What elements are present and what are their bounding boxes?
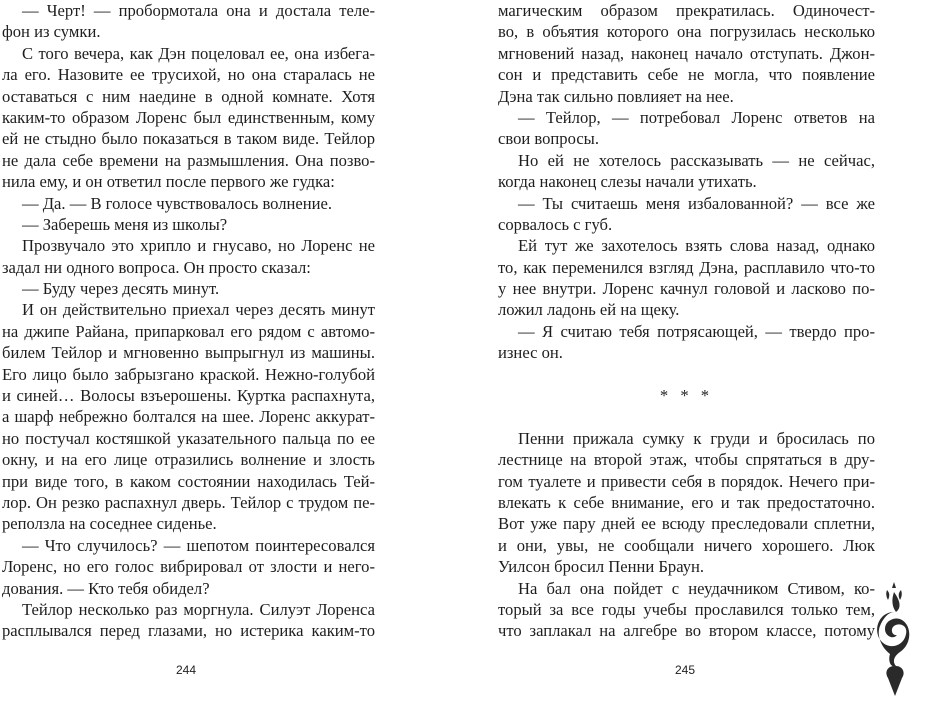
text-line: нила ему, и он ответил после первого же гудка:	[2, 172, 335, 192]
left-page-text	[2, 0, 375, 642]
text-line: С того вечера, как Дэн поцеловал ее, она избега-	[22, 43, 375, 63]
text-line: — Буду через десять минут.	[22, 279, 220, 299]
text-line: торый за все годы учебы прославился только тем,	[498, 599, 875, 619]
text-line: Пенни прижала сумку к груди и бросилась по	[518, 428, 875, 448]
text-line: ла его. Назовите ее трусихой, но она старалась не	[2, 65, 375, 85]
text-line: не дала себе времени на размышления. Она позво-	[2, 150, 375, 170]
text-line: Его лицо было забрызгано краской. Нежно-голубой	[2, 364, 375, 384]
text-line: магическим образом прекратилась. Одиночест-	[498, 1, 875, 20]
text-line: а шарф небрежно болтался на шее. Лоренс аккурат-	[2, 407, 375, 427]
text-line: но постучал костяшкой указательного пальца по ее	[2, 428, 375, 448]
text-line: Уилсон бросил Пенни Браун.	[498, 557, 705, 577]
text-line: гом туалете и привести себя в порядок. Нечего при-	[498, 471, 875, 491]
text-line: что заплакал на алгебре во втором классе, потому	[498, 621, 875, 641]
text-line: реползла на соседнее сиденье.	[2, 514, 217, 534]
text-line: окну, и на его лице отразились волнение и злость	[2, 450, 375, 470]
text-line: Ей тут же захотелось взять слова назад, однако	[518, 236, 875, 256]
text-line: во, в объятия которого она погрузилась несколько	[498, 22, 875, 42]
text-line: лестнице на второй этаж, чтобы спрятаться в дру-	[498, 450, 875, 470]
text-line: сорвалось с губ.	[498, 214, 613, 234]
text-line: на джипе Райана, припарковал его рядом с автомо-	[2, 321, 375, 341]
text-line: мгновений назад, наконец начало отступать. Джон-	[498, 43, 875, 63]
text-line: На бал она пойдет с неудачником Стивом, ко-	[518, 578, 875, 598]
text-line: — Заберешь меня из школы?	[22, 214, 228, 234]
text-line: у нее внутри. Лоренс качнул головой и ласково по-	[498, 279, 875, 299]
text-line: дования. — Кто тебя обидел?	[2, 578, 210, 598]
text-line: влекать к себе внимание, его и так предостаточно.	[498, 492, 875, 512]
left-page	[0, 0, 464, 701]
text-line: и они, увы, не сообщали ничего хорошего. Люк	[498, 535, 875, 555]
spacer	[498, 406, 875, 427]
text-line: когда наконец слезы начали утихать.	[498, 172, 757, 192]
text-line: оставаться с ним наедине в одной комнате. Хотя	[2, 86, 375, 106]
text-line: — Я считаю тебя потрясающей, — твердо про-	[518, 321, 875, 341]
text-line: при виде того, в каком состоянии находилась Тей-	[2, 471, 375, 491]
text-line: задал ни одного вопроса. Он просто сказал:	[2, 257, 311, 277]
text-line: Вот уже пару дней ее всюду преследовали сплетни,	[498, 514, 875, 534]
text-line: изнес он.	[498, 343, 563, 363]
text-line: — Да. — В голосе чувствовалось волнение.	[22, 193, 333, 213]
text-line: то, как переменился взгляд Дэна, расплавило что-то	[498, 257, 875, 277]
swirl-heart-ornament-icon	[870, 580, 920, 698]
text-line: ей не стыдно было показаться в таком виде. Тейлор	[2, 129, 375, 149]
text-line: Тейлор несколько раз моргнула. Силуэт Лоренса	[22, 599, 375, 619]
right-page	[465, 0, 929, 701]
text-line: свои вопросы.	[498, 129, 599, 149]
text-line: и синей… Волосы взъерошены. Куртка распахнута,	[2, 386, 375, 406]
text-line: Дэна так сильно повлияет на нее.	[498, 86, 734, 106]
text-line: ложил ладонь ей на щеку.	[498, 300, 680, 320]
section-separator: * * *	[659, 386, 714, 406]
page-number-left: 244	[176, 663, 197, 677]
page-number-right: 245	[675, 663, 696, 677]
text-line: билем Тейлор и мгновенно выпрыгнул из машины.	[2, 343, 375, 363]
text-line: лор. Он резко распахнул дверь. Тейлор с трудом пе-	[2, 492, 375, 512]
text-line: сон и представить себе не могла, что появление	[498, 65, 875, 85]
right-page-text	[498, 0, 875, 642]
text-line: Но ей не хотелось рассказывать — не сейчас,	[518, 150, 875, 170]
text-line: Прозвучало это хрипло и гнусаво, но Лоренс не	[22, 236, 375, 256]
text-line: — Тейлор, — потребовал Лоренс ответов на	[518, 107, 875, 127]
text-line: — Что случилось? — шепотом поинтересовался	[22, 535, 375, 555]
text-line: фон из сумки.	[2, 22, 101, 42]
text-line: И он действительно приехал через десять минут	[22, 300, 375, 320]
spacer	[498, 364, 875, 385]
text-line: — Ты считаешь меня избалованной? — все же	[518, 193, 875, 213]
text-line: каким-то образом Лоренс был единственным, кому	[2, 107, 375, 127]
text-line: расплывался перед глазами, но истерика каким-то	[2, 621, 375, 641]
text-line: Лоренс, но его голос вибрировал от злости и него-	[2, 557, 375, 577]
text-line: — Черт! — пробормотала она и достала теле-	[22, 1, 375, 20]
